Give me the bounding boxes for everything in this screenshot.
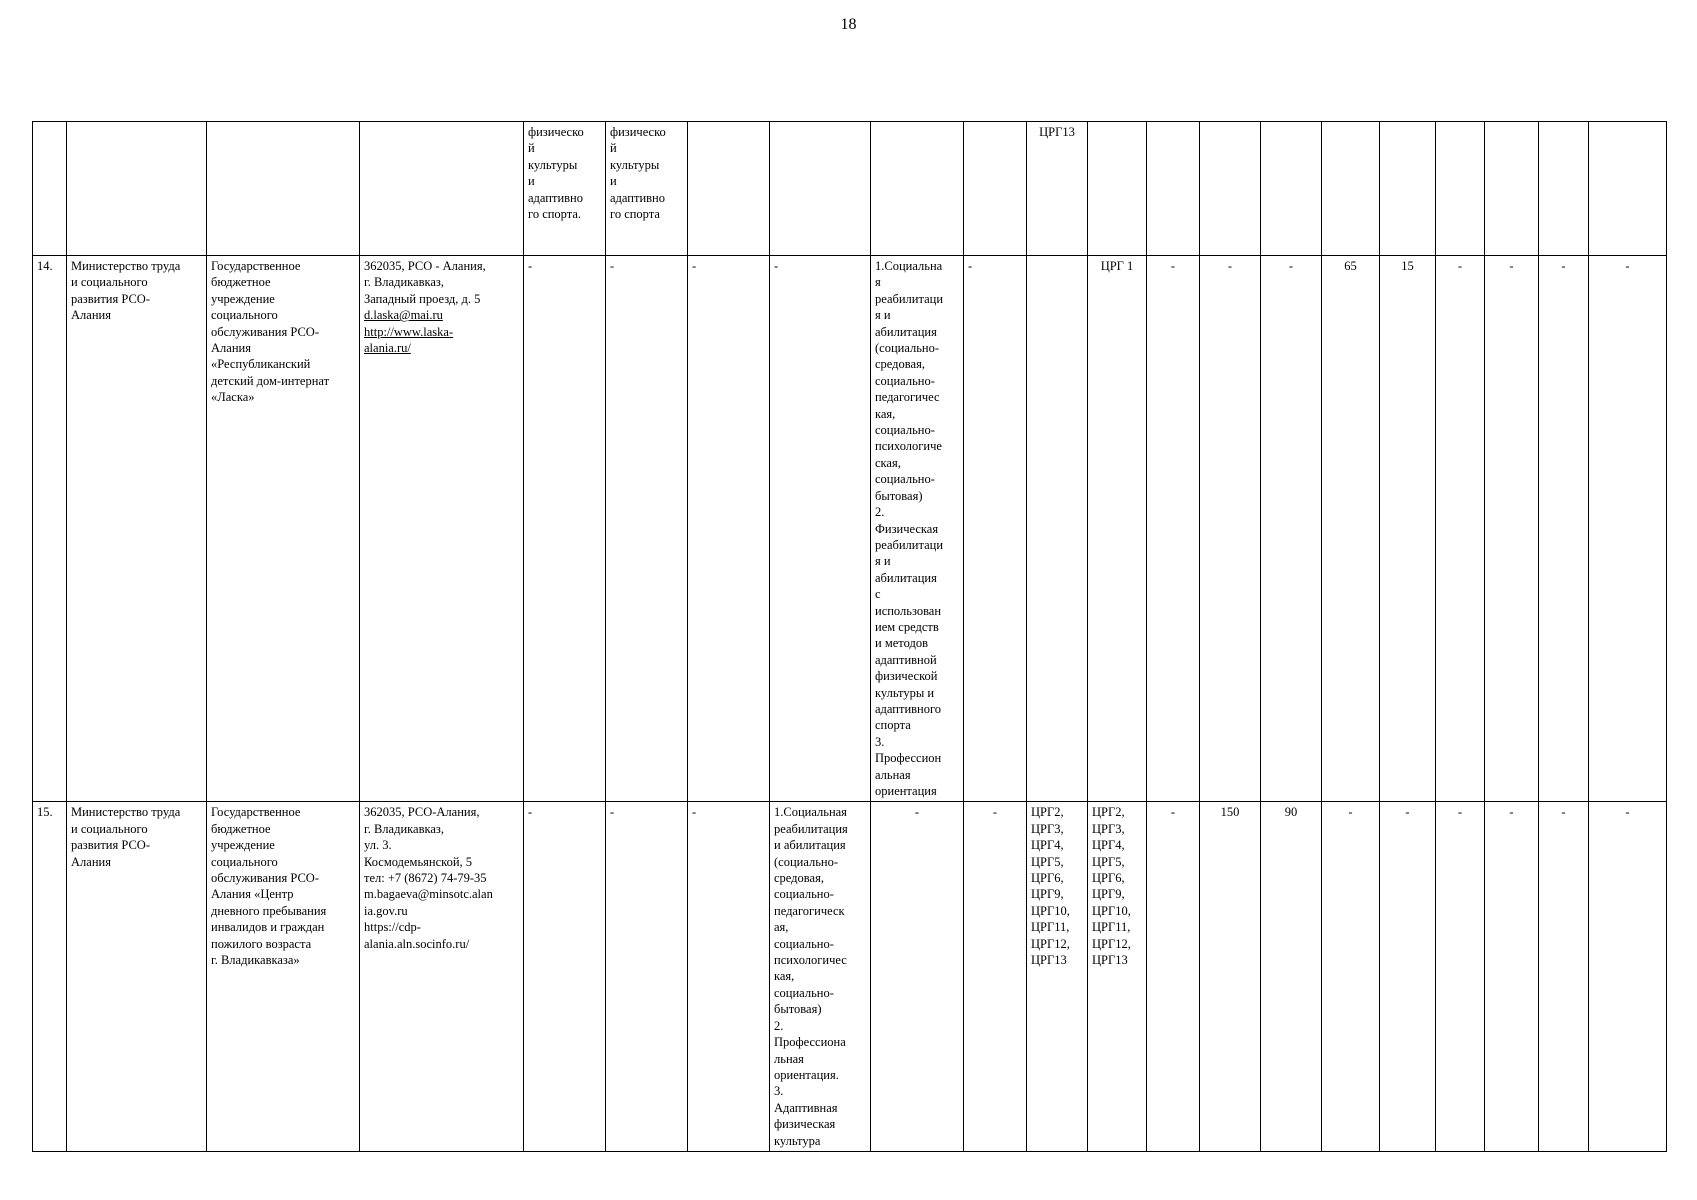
address-cell: 362035, РСО-Алания, г. Владикавказ, ул. 3. Космодемьянской, 5 тел: +7 (8672) 74-79-35 m.bagaeva@minsotc.alan ia.gov.ru https://cdp- alania.aln.socinfo.ru/: [360, 802, 524, 1152]
ministry-cell: Министерство труда и социального развития РСО- Алания: [67, 256, 207, 802]
address-line: Западный проезд, д. 5: [364, 291, 481, 306]
value-cell-20: -: [1539, 256, 1589, 802]
target-group-cell-11: ЦРГ2, ЦРГ3, ЦРГ4, ЦРГ5, ЦРГ6, ЦРГ9, ЦРГ10, ЦРГ11, ЦРГ12, ЦРГ13: [1027, 802, 1088, 1152]
email-link[interactable]: d.laska@mai.ru: [364, 308, 443, 323]
service-cell-5: -: [524, 256, 606, 802]
institution-cell: Государственное бюджетное учреждение социального обслуживания РСО- Алания «Центр дневного пребывания инвалидов и граждан пожилого возраста г. Владикавказа»: [207, 802, 360, 1152]
service-cell-8: -: [770, 256, 871, 802]
service-cell-8: 1.Социальная реабилитация и абилитация (социально- средовая, социально- педагогическ ая, социально- психологичес кая, социально- бытовая) 2. Профессиона льная ориентация. 3. Адаптивная физическая культура: [770, 802, 871, 1152]
value-cell-14: 150: [1200, 802, 1261, 1152]
service-cell-6: -: [606, 802, 688, 1152]
value-cell-13: -: [1147, 802, 1200, 1152]
value-cell-14: [1200, 122, 1261, 256]
value-cell-19: -: [1485, 802, 1539, 1152]
address-line: г. Владикавказ,: [364, 275, 444, 290]
value-cell-18: -: [1436, 802, 1485, 1152]
service-cell-10: -: [964, 802, 1027, 1152]
value-cell-18: [1436, 122, 1485, 256]
value-cell-16: [1322, 122, 1380, 256]
target-group-cell-12: ЦРГ 1: [1088, 256, 1147, 802]
value-cell-17: 15: [1380, 256, 1436, 802]
address-line: 362035, РСО - Алания,: [364, 259, 486, 273]
service-cell-8: [770, 122, 871, 256]
target-group-cell-12: [1088, 122, 1147, 256]
row-number-cell: 14.: [33, 256, 67, 802]
service-cell-5: -: [524, 802, 606, 1152]
value-cell-16: 65: [1322, 256, 1380, 802]
value-cell-21: -: [1589, 256, 1667, 802]
service-cell-7: -: [688, 802, 770, 1152]
service-cell-7: [688, 122, 770, 256]
value-cell-13: -: [1147, 256, 1200, 802]
institution-cell: [207, 122, 360, 256]
target-group-cell-11: [1027, 256, 1088, 802]
service-cell-9: 1.Социальна я реабилитаци я и абилитация (социально- средовая, социально- педагогичес кая, социально- психологиче ская, социально- бытовая) 2. Физическая реабилитаци я и абилитация с использован ием средств и методов адаптивной физической культуры и адаптивного спорта 3. Профессион альная ориентация: [871, 256, 964, 802]
service-cell-6: -: [606, 256, 688, 802]
value-cell-15: [1261, 122, 1322, 256]
service-cell-9: [871, 122, 964, 256]
value-cell-15: 90: [1261, 802, 1322, 1152]
value-cell-14: -: [1200, 256, 1261, 802]
ministry-cell: [67, 122, 207, 256]
service-cell-5: физическо й культуры и адаптивно го спорта.: [524, 122, 606, 256]
service-cell-10: [964, 122, 1027, 256]
row-number-cell: [33, 122, 67, 256]
service-cell-6: физическо й культуры и адаптивно го спорта: [606, 122, 688, 256]
value-cell-19: -: [1485, 256, 1539, 802]
value-cell-19: [1485, 122, 1539, 256]
value-cell-20: -: [1539, 802, 1589, 1152]
row-number-cell: 15.: [33, 802, 67, 1152]
value-cell-21: [1589, 122, 1667, 256]
table-row-continuation: [33, 122, 1667, 256]
value-cell-17: -: [1380, 802, 1436, 1152]
value-cell-13: [1147, 122, 1200, 256]
table-row: [33, 256, 1667, 802]
institution-cell: Государственное бюджетное учреждение социального обслуживания РСО- Алания «Республиканский детский дом-интернат «Ласка»: [207, 256, 360, 802]
value-cell-18: -: [1436, 256, 1485, 802]
table-row: [33, 802, 1667, 1152]
target-group-cell-12: ЦРГ2, ЦРГ3, ЦРГ4, ЦРГ5, ЦРГ6, ЦРГ9, ЦРГ10, ЦРГ11, ЦРГ12, ЦРГ13: [1088, 802, 1147, 1152]
service-cell-7: -: [688, 256, 770, 802]
services-table: [32, 121, 1667, 1152]
service-cell-9: -: [871, 802, 964, 1152]
value-cell-16: -: [1322, 802, 1380, 1152]
address-cell: [360, 256, 524, 802]
service-cell-10: -: [964, 256, 1027, 802]
value-cell-15: -: [1261, 256, 1322, 802]
address-cell: [360, 122, 524, 256]
website-link[interactable]: http://www.laska- alania.ru/: [364, 324, 454, 356]
value-cell-21: -: [1589, 802, 1667, 1152]
page-number: 18: [840, 16, 857, 33]
ministry-cell: Министерство труда и социального развития РСО- Алания: [67, 802, 207, 1152]
value-cell-20: [1539, 122, 1589, 256]
value-cell-17: [1380, 122, 1436, 256]
target-group-cell-11: ЦРГ13: [1027, 122, 1088, 256]
